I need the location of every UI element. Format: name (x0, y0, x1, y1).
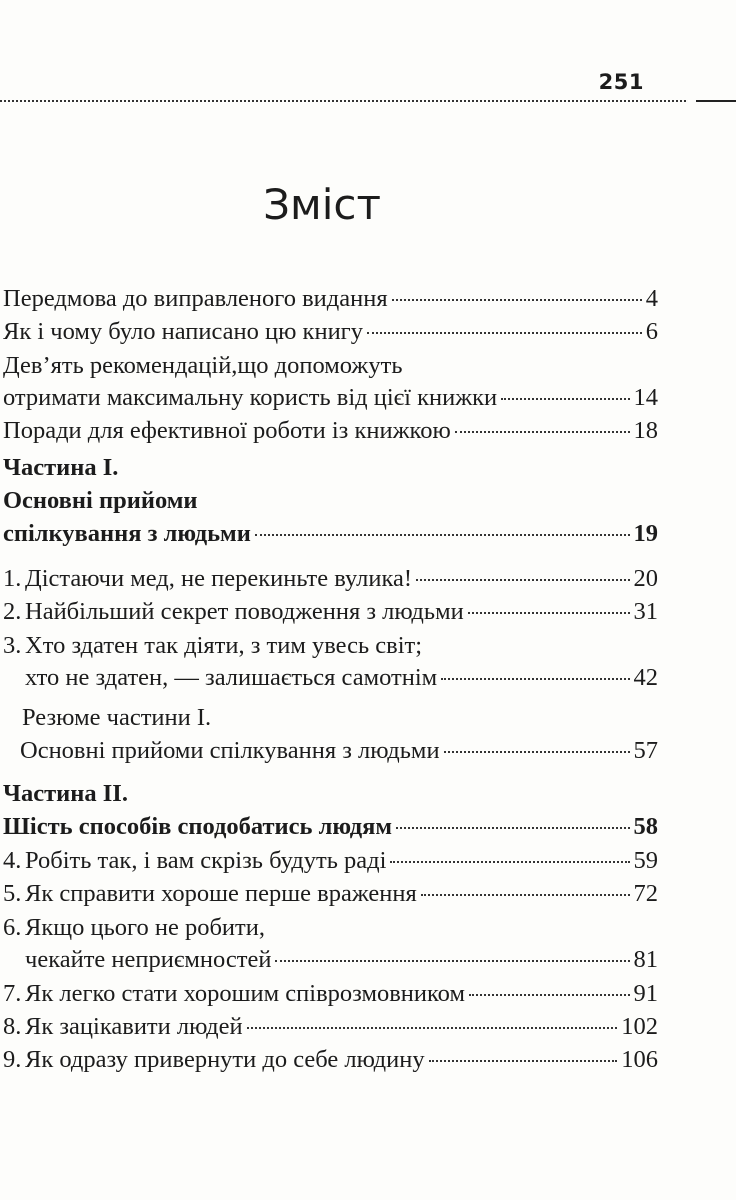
chapter-entry[interactable] (25, 946, 658, 980)
toc-entry-title-line2: отримати максимальну користь від цієї книжки (3, 384, 498, 411)
toc-entry-title: Як і чому було написано цю книгу (3, 318, 363, 345)
chapter-entry[interactable] (3, 847, 658, 881)
dot-leader (367, 332, 642, 334)
chapter-page: 106 (621, 1046, 658, 1073)
chapter-number: 1. (3, 565, 22, 592)
toc-entry-title: Поради для ефективної роботи із книжкою (3, 417, 451, 444)
part-title-line2: спілкування з людьми (3, 520, 251, 547)
chapter-title: Хто здатен так діяти, з тим увесь світ; (25, 632, 423, 659)
chapter-page: 72 (633, 880, 658, 907)
chapter-page: 102 (621, 1013, 658, 1040)
dot-leader (468, 612, 630, 614)
toc-entry[interactable] (3, 417, 658, 451)
dot-leader (421, 894, 630, 896)
chapter-page: 91 (633, 980, 658, 1007)
toc-entry-page: 14 (633, 384, 658, 411)
chapter-number: 4. (3, 847, 22, 874)
chapter-number: 9. (3, 1046, 22, 1073)
chapter-title: Найбільший секрет поводження з людьми (25, 598, 464, 625)
part-title: Шість способів сподобатись людям (3, 813, 393, 840)
page-number: 251 (598, 70, 644, 94)
part-entry[interactable] (3, 520, 658, 554)
chapter-title: Як легко стати хорошим співрозмовником (25, 980, 465, 1007)
toc-entry[interactable] (3, 285, 658, 319)
header-dotted-rule (0, 100, 686, 102)
dot-leader (441, 678, 629, 680)
summary-title: Резюме частини І. (22, 704, 212, 731)
chapter-entry[interactable] (3, 598, 658, 632)
toc-entry-line1[interactable] (3, 352, 403, 386)
chapter-title: Дістаючи мед, не перекиньте вулика! (25, 565, 413, 592)
chapter-entry[interactable] (3, 880, 658, 914)
chapter-number: 3. (3, 632, 22, 659)
chapter-entry-line1[interactable] (3, 632, 422, 666)
chapter-number: 2. (3, 598, 22, 625)
chapter-entry[interactable] (3, 565, 658, 599)
dot-leader (416, 579, 629, 581)
chapter-number: 6. (3, 914, 22, 941)
dot-leader (275, 960, 629, 962)
chapter-title: Робіть так, і вам скрізь будуть раді (25, 847, 387, 874)
header-solid-rule (696, 100, 736, 102)
chapter-title-line2: чекайте неприємностей (25, 946, 272, 973)
dot-leader (247, 1027, 618, 1029)
dot-leader (396, 827, 629, 829)
chapter-page: 42 (633, 664, 658, 691)
summary-page: 57 (633, 737, 658, 764)
page-title: Зміст (263, 180, 381, 229)
toc-entry[interactable] (3, 384, 658, 418)
chapter-page: 31 (633, 598, 658, 625)
chapter-entry[interactable] (25, 664, 658, 698)
summary-entry-line1[interactable] (22, 704, 211, 738)
toc-entry-page: 18 (633, 417, 658, 444)
chapter-entry[interactable] (3, 980, 658, 1014)
toc-entry-page: 4 (645, 285, 658, 312)
chapter-number: 7. (3, 980, 22, 1007)
part-page: 19 (633, 520, 658, 547)
toc-entry[interactable] (3, 318, 658, 352)
summary-title-line2: Основні прийоми спілкування з людьми (20, 737, 440, 764)
chapter-page: 81 (633, 946, 658, 973)
part-page: 58 (633, 813, 658, 840)
dot-leader (255, 534, 630, 536)
chapter-entry[interactable] (3, 1046, 658, 1080)
part-label: Частина І. (3, 454, 119, 481)
chapter-title: Якщо цього не робити, (25, 914, 265, 941)
toc-entry-title: Дев’ять рекомендацій,що допоможуть (3, 352, 403, 379)
chapter-title: Як зацікавити людей (25, 1013, 243, 1040)
chapter-title: Як одразу привернути до себе людину (25, 1046, 425, 1073)
summary-entry[interactable] (20, 737, 658, 771)
chapter-number: 5. (3, 880, 22, 907)
part-label: Частина ІІ. (3, 780, 128, 807)
toc-entry-title: Передмова до виправленого видання (3, 285, 388, 312)
chapter-number: 8. (3, 1013, 22, 1040)
part-title: Основні прийоми (3, 487, 198, 514)
dot-leader (429, 1060, 618, 1062)
chapter-title: Як справити хороше перше враження (25, 880, 417, 907)
chapter-page: 59 (633, 847, 658, 874)
dot-leader (501, 398, 629, 400)
dot-leader (455, 431, 630, 433)
dot-leader (390, 861, 629, 863)
chapter-page: 20 (633, 565, 658, 592)
dot-leader (444, 751, 630, 753)
dot-leader (469, 994, 630, 996)
dot-leader (392, 299, 642, 301)
chapter-entry-line1[interactable] (3, 914, 265, 948)
chapter-entry[interactable] (3, 1013, 658, 1047)
part-entry[interactable] (3, 813, 658, 847)
toc-entry-page: 6 (645, 318, 658, 345)
chapter-title-line2: хто не здатен, — залишається самотнім (25, 664, 438, 691)
